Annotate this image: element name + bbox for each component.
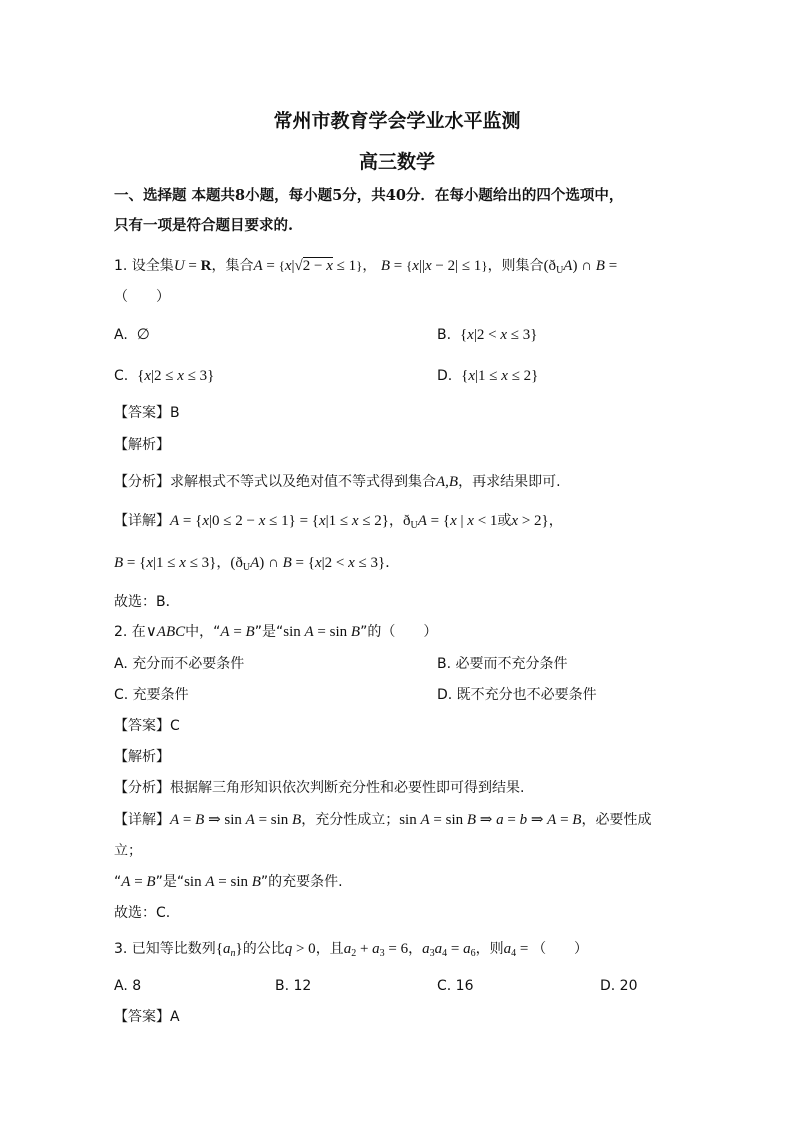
q2-option-d: D. 既不充分也不必要条件 — [437, 687, 597, 703]
q1-stem: 1. 设全集U = R，集合A = {x|√2 − x ≤ 1}， B = {x||x − 2| ≤ 1}，则集合$(ð_UA)$ ∩ B = — [114, 258, 618, 276]
page-subtitle: 高三数学 — [358, 151, 435, 173]
q2-option-c: C. 充要条件 — [114, 687, 189, 703]
q2-option-b: B. 必要而不充分条件 — [437, 656, 568, 672]
q1-guxuan: 故选：B． — [114, 594, 180, 610]
q1-fenxi: 【分析】求解根式不等式以及绝对值不等式得到集合A,B，再求结果即可. — [114, 474, 561, 490]
q2-option-a: A. 充分而不必要条件 — [114, 656, 245, 672]
q2-fenxi: 【分析】根据解三角形知识依次判断充分性和必要性即可得到结果. — [114, 780, 525, 796]
q3-answer: 【答案】A — [114, 1009, 180, 1025]
q1-analysis-label: 【解析】 — [114, 437, 170, 453]
section-heading-line2: 只有一项是符合题目要求的. — [114, 217, 294, 234]
q1-detail-line2: B = {x|1 ≤ x ≤ 3}，$(ð_UA)$ ∩ B = {x|2 < x ≤ 3}． — [114, 555, 400, 573]
q1-option-d: D. {x|1 ≤ x ≤ 2} — [437, 368, 539, 384]
q2-conclusion: “A = B”是“sin A = sin B”的充要条件. — [114, 874, 343, 890]
q3-option-b: B. 12 — [275, 978, 312, 994]
q1-paren: （ ） — [114, 289, 170, 305]
q3-option-a: A. 8 — [114, 978, 142, 994]
section-heading-line1: 一、选择题 本题共8小题，每小题5分，共40分．在每小题给出的四个选项中， — [114, 187, 624, 204]
q2-analysis-label: 【解析】 — [114, 749, 170, 765]
q1-option-c: C. {x|2 ≤ x ≤ 3} — [114, 368, 215, 384]
q1-option-b: B. {x|2 < x ≤ 3} — [437, 327, 538, 343]
q1-detail-line1: 【详解】A = {x|0 ≤ 2 − x ≤ 1} = {x|1 ≤ x ≤ 2}，$ð_UA = \{x$ | x < 1或x > 2}， — [114, 513, 563, 531]
q3-option-c: C. 16 — [437, 978, 474, 994]
q2-detail-line2: 立； — [114, 843, 142, 859]
q2-guxuan: 故选：C. — [114, 905, 171, 921]
q2-answer: 【答案】C — [114, 718, 180, 734]
q1-option-a: A. ∅ — [114, 327, 150, 343]
q2-stem: 2. 在∨ABC中，“A = B”是“sin A = sin B”的（ ） — [114, 624, 438, 640]
q3-option-d: D. 20 — [600, 978, 638, 994]
q2-detail-line1: 【详解】A = B ⇒ sin A = sin B，充分性成立；sin A = sin B ⇒ a = b ⇒ A = B，必要性成 — [114, 812, 652, 828]
q3-stem: 3. 已知等比数列$\{a_n\}$的公比q > 0，且$a_2 + a_3 = 6$，$a_3a_4 = a_6$，则$a_4$ = （ ） — [114, 941, 589, 959]
q1-answer: 【答案】B — [114, 405, 180, 421]
page-title: 常州市教育学会学业水平监测 — [273, 110, 521, 132]
